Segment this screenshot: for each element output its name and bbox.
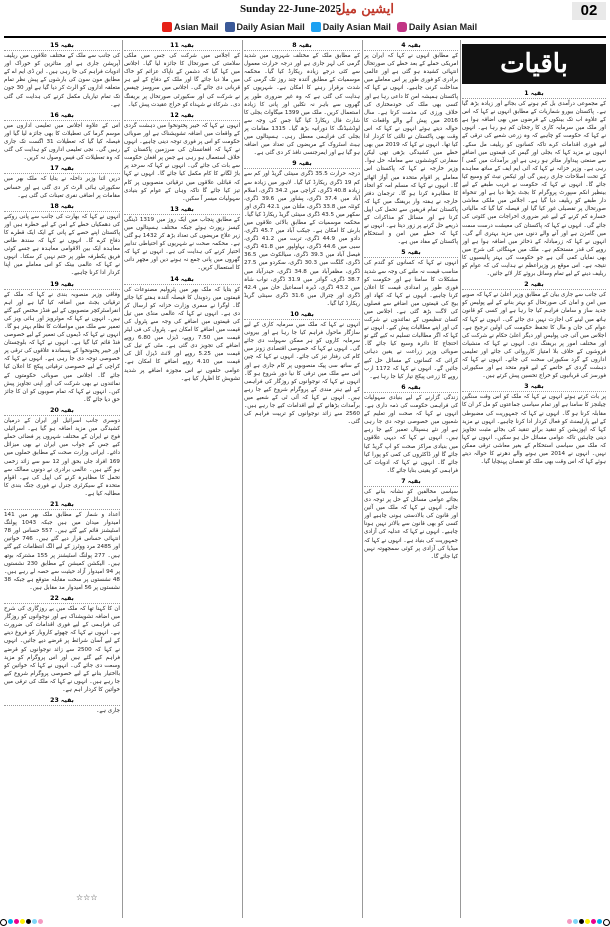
article-continuation-heading: بقیہ 20 — [4, 407, 120, 416]
column-divider — [362, 40, 363, 918]
social-twitter[interactable] — [311, 22, 391, 32]
article-continuation-heading: بقیہ 21 — [4, 501, 120, 510]
color-registration-left — [0, 919, 43, 926]
continuation-article — [462, 281, 606, 380]
social-instagram[interactable] — [397, 22, 477, 32]
continuation-article — [364, 384, 458, 475]
masthead-logo: ایشین میل — [336, 2, 394, 17]
article-continuation-heading: بقیہ 16 — [4, 112, 120, 121]
social-label: Asian Mail — [174, 22, 219, 32]
continuation-article — [4, 165, 120, 199]
article-continuation-heading: بقیہ 13 — [124, 206, 240, 215]
continuation-article — [364, 249, 458, 381]
article-body-text: انہوں نے کہا کہ ملک میں سرمایہ کاری کے لیے سازگار ماحول فراہم کیا جا رہا ہے اور بیرونی سرمایہ کاروں کو ہر ممکن سہولت دی جائے گی۔ انہوں نے کہا کہ خصوصی اقتصادی زونز میں کام کی رفتار تیز کی جائے۔ انہوں نے کہا کہ چین کے ساتھ سی پیک منصوبوں پر کام جاری ہے اور اس سے ملک میں ترقی کا نیا دور شروع ہو گا۔ انہوں نے کہا کہ نوجوانوں کو روزگار کی فراہمی کے لیے ہنر مندی کے پروگرام شروع کیے جا رہے ہیں۔ انہوں نے کہا کہ آئی ٹی کے شعبے میں برآمدات بڑھانے کے لیے اقدامات کیے جا رہے ہیں۔ 2560 سے زائد نوجوانوں کو تربیت فراہم کی گئی۔ — [244, 322, 360, 426]
header-rule — [4, 36, 606, 38]
article-continuation-heading: بقیہ 14 — [124, 276, 240, 285]
article-body-text: درجہ حرارت 35.5 ڈگری سینٹی گریڈ اور کم سے کم 19 ڈگری ریکارڈ کیا گیا۔ لاہور میں زیادہ سے زیادہ 40.8 ڈگری، کراچی میں 34.2 ڈگری، اسلام آباد میں 37.4 ڈگری، پشاور میں 39.6 ڈگری، کوئٹہ میں 33.8 ڈگری، ملتان میں 42.1 ڈگری اور سکھر میں 43.5 ڈگری سینٹی گریڈ ریکارڈ کیا گیا۔ محکمہ موسمیات کے مطابق بالائی علاقوں میں بارش کا امکان ہے۔ جیکب آباد میں 45.7 ڈگری، دادو میں 44.9 ڈگری، تربت میں 41.2 ڈگری، سبی میں 44.6 ڈگری، بہاولپور میں 41.8 ڈگری، فیصل آباد میں 39.3 ڈگری، سیالکوٹ میں 36.5 ڈگری، گلگت میں 30.3 ڈگری، سکردو میں 27.5 ڈگری، مظفرآباد میں 34.8 ڈگری، حیدرآباد میں 38.7 ڈگری، گوادر میں 31.9 ڈگری، نواب شاہ میں 43.2 ڈگری، ڈیرہ اسماعیل خان میں 42.4 ڈگری اور چترال میں 31.6 ڈگری سینٹی گریڈ ریکارڈ کیا گیا۔ — [244, 171, 360, 307]
column-1 — [4, 40, 120, 918]
section-banner: باقیات — [462, 44, 606, 84]
article-continuation-heading: بقیہ 7 — [364, 478, 458, 487]
color-registration-right — [567, 919, 610, 926]
registration-mark-icon — [603, 919, 610, 926]
publication-date: Sunday 22-June-2025 — [240, 3, 342, 15]
article-continuation-heading: بقیہ 1 — [462, 90, 606, 99]
article-body-text: پر بات کرتے ہوئے انہوں نے کہا کہ ملک کو اس وقت سنگین چیلنجز کا سامنا ہے اور تمام سیاسی جماعتوں کو مل کر ان کا مقابلہ کرنا ہو گا۔ انہوں نے کہا کہ جمہوریت کی مضبوطی کے لیے پارلیمنٹ کو فعال کردار ادا کرنا چاہیے۔ انہوں نے مزید کہا کہ اپوزیشن کو تنقید برائے تنقید کی بجائے مثبت تجاویز دینی چاہئیں تاکہ عوامی مسائل حل ہو سکیں۔ انہوں نے کہا کہ ملک میں سیاسی استحکام کے بغیر معاشی ترقی ممکن نہیں۔ انہوں نے 2014 میں ہونے والے دھرنے کا حوالہ دیتے ہوئے کہا کہ اس وقت بھی ملک کو نقصان پہنچایا گیا۔ — [462, 394, 606, 466]
continuation-article — [244, 311, 360, 426]
page-header — [0, 0, 610, 44]
article-body-text: انہوں نے کہا کہ خیبر پختونخوا میں دہشت گردی کے واقعات میں اضافہ تشویشناک ہے اور صوبائی حکومت کو اس پر فوری توجہ دینی چاہیے۔ انہوں نے کہا کہ افغانستان کی سرزمین پاکستان کے خلاف استعمال ہو رہی ہے جس پر افغان حکومت سے بات کی جائے گی۔ انہوں نے کہا کہ سرحد پر باڑ لگانے کا کام مکمل کیا جائے گا۔ انہوں نے کہا کہ قبائلی علاقوں میں ترقیاتی منصوبوں پر کام تیز کیا جائے گا تاکہ وہاں کے عوام کو بنیادی سہولیات میسر آ سکیں۔ — [124, 122, 240, 202]
twitter-icon — [311, 22, 321, 32]
article-body-text: زندگی گزارنے کے لیے بنیادی سہولیات کی فراہمی حکومت کی ذمہ داری ہے۔ انہوں نے کہا کہ صحت اور تعلیم کے شعبوں میں خصوصی توجہ دی جا رہی ہے اور نئے ہسپتال تعمیر کیے جا رہے ہیں۔ انہوں نے کہا کہ دیہی علاقوں میں بنیادی مراکز صحت کو اپ گریڈ کیا جائے گا اور ڈاکٹروں کی کمی کو پورا کیا جائے گا۔ انہوں نے کہا کہ ادویات کی فراہمی کو یقینی بنایا جائے گا۔ — [364, 394, 458, 474]
article-continuation-heading: بقیہ 10 — [244, 311, 360, 320]
article-body-text: ان کا کہنا تھا کہ ملک میں بے روزگاری کی شرح میں اضافہ تشویشناک ہے اور نوجوانوں کو روزگار کی فراہمی کے لیے فوری اقدامات کی ضرورت ہے۔ انہوں نے کہا کہ چھوٹے کاروبار کو فروغ دینے کے لیے آسان شرائط پر قرضے دیے جائیں۔ انہوں نے کہا کہ 2500 سے زائد نوجوانوں کو قرضے فراہم کیے گئے ہیں اور اس پروگرام کو مزید وسعت دی جائے گی۔ انہوں نے کہا کہ خواتین کو بااختیار بنانے کے لیے خصوصی پروگرام شروع کیے جا رہے ہیں۔ انہوں نے کہا کہ ملک کی ترقی میں خواتین کا کردار اہم ہے۔ — [4, 606, 120, 694]
continuation-article — [4, 281, 120, 404]
article-continuation-heading: بقیہ 9 — [244, 160, 360, 169]
social-label: Daily Asian Mail — [322, 22, 391, 32]
article-continuation-heading: بقیہ 4 — [364, 42, 458, 51]
continuation-article — [124, 42, 240, 109]
article-body-text: جاری ہے۔ — [96, 708, 120, 715]
social-label: Daily Asian Mail — [236, 22, 305, 32]
continuation-article — [462, 383, 606, 466]
social-facebook[interactable] — [225, 22, 305, 32]
registration-mark-icon — [0, 919, 7, 926]
continuation-article — [4, 112, 120, 163]
continuation-article — [244, 42, 360, 157]
continuation-article — [4, 697, 120, 715]
continuation-article — [244, 160, 360, 308]
column-5-body — [462, 88, 606, 918]
social-bar — [162, 20, 497, 34]
article-body-text: کے اجلاس میں شرکت کی جس میں ملکی سلامتی کی صورتحال کا جائزہ لیا گیا۔ اجلاس میں کہا گیا کہ دشمن کے ناپاک عزائم کو خاک میں ملا دیا جائے گا اور ملک کے دفاع کے لیے ہر قربانی دی جائے گی۔ اجلاس میں سروسز چیفس نے شرکت کی اور سکیورٹی صورتحال پر بریفنگ دی۔ شرکاء نے شہداء کو خراج عقیدت پیش کیا۔ — [124, 53, 240, 108]
article-continuation-heading: بقیہ 8 — [244, 42, 360, 51]
article-continuation-heading: بقیہ 15 — [4, 42, 120, 51]
article-body-text: اعداد و شمار کے مطابق ملک بھر میں 141 امیدوار میدان میں ہیں جبکہ 1043 پولنگ اسٹیشنز قائم کیے گئے ہیں۔ 557 حساس اور 78 انتہائی حساس قرار دیے گئے ہیں۔ 746 خواتین اور 2485 مرد ووٹرز کے لیے الگ انتظامات کیے گئے ہیں۔ 277 پولنگ اسٹیشنز پر 155 مشترکہ بوتھ ہیں۔ الیکشن کمیشن کے مطابق 230 نشستوں پر 94 امیدوار آزاد حیثیت سے حصہ لے رہے ہیں۔ 48 نشستوں پر سخت مقابلہ متوقع ہے جبکہ 38 نشستوں پر 56 امیدوار مد مقابل ہیں۔ — [4, 512, 120, 591]
column-3 — [244, 40, 360, 918]
article-body-text: انہوں نے کہا کہ بھارت کی جانب سے پانی روکنے کی دھمکیاں خطے کے امن کے لیے خطرہ ہیں اور پاکستان اپنے حصے کے پانی کے ایک ایک قطرے کا دفاع کرے گا۔ انہوں نے کہا کہ سندھ طاس معاہدہ ایک بین الاقوامی معاہدہ ہے جسے کوئی فریق یکطرفہ طور پر ختم نہیں کر سکتا۔ انہوں نے کہا کہ عالمی بینک کو اس معاملے میں اپنا کردار ادا کرنا چاہیے۔ — [4, 213, 120, 277]
article-body-text: کی جانب سے ملک کے مختلف علاقوں میں ریلیف آپریشن جاری ہے اور متاثرین کو خوراک اور ادویات فراہم کی جا رہی ہیں۔ این ڈی ایم اے کے مطابق مون سون کی بارشوں کے پیش نظر تمام متعلقہ اداروں کو الرٹ کر دیا گیا ہے اور 30 جون تک تمام تیاریاں مکمل کرنے کی ہدایت کی گئی ہے۔ — [4, 53, 120, 108]
article-continuation-heading: بقیہ 19 — [4, 281, 120, 290]
article-continuation-heading: بقیہ 23 — [4, 697, 120, 706]
article-body-text: اس کے علاوہ اجلاس میں تعلیمی اداروں میں موسم گرما کی تعطیلات کا بھی جائزہ لیا گیا اور فیصلہ کیا گیا کہ تعطیلات 31 اگست تک جاری رہیں گی۔ نجی تعلیمی اداروں کو ہدایت کی گئی کہ وہ تعطیلات کی فیس وصول نہ کریں۔ — [4, 122, 120, 162]
continuation-article — [364, 42, 458, 246]
facebook-icon — [225, 22, 235, 32]
article-continuation-heading: بقیہ 18 — [4, 203, 120, 212]
column-5 — [462, 40, 606, 918]
instagram-icon — [397, 22, 407, 32]
end-ornament: ☆☆☆ — [76, 893, 98, 902]
article-continuation-heading: بقیہ 17 — [4, 165, 120, 174]
page-number: 02 — [572, 2, 606, 20]
continuation-article — [124, 206, 240, 273]
article-continuation-heading: بقیہ 6 — [364, 384, 458, 393]
article-continuation-heading: بقیہ 12 — [124, 112, 240, 121]
column-2 — [124, 40, 240, 918]
article-continuation-heading: بقیہ 3 — [462, 383, 606, 392]
article-body-text: کو بتایا کہ ملک بھر میں پٹرولیم مصنوعات کی قیمتوں میں ردوبدل کا فیصلہ آئندہ ہفتے کیا جائے گا۔ اوگرا نے سمری وزارت خزانہ کو ارسال کر دی ہے۔ انہوں نے کہا کہ عالمی منڈی میں تیل کی قیمتوں میں اضافے کی وجہ سے پٹرول کی قیمت میں اضافے کا امکان ہے۔ پٹرول کی فی لیٹر قیمت میں 7.50 روپے، ڈیزل میں 6.80 روپے اضافے کی تجویز دی گئی ہے۔ مٹی کے تیل کی قیمت میں 5.25 روپے اور لائٹ ڈیزل آئل کی قیمت میں 4.10 روپے اضافے کا امکان ہے۔ عوامی حلقوں نے اس مجوزہ اضافے پر شدید تشویش کا اظہار کیا ہے۔ — [124, 286, 240, 382]
article-body-text: دوسری جانب اسرائیل اور ایران کے درمیان کشیدگی میں مزید اضافہ ہو گیا ہے۔ اسرائیلی فوج نے ایران کے مختلف شہروں پر فضائی حملے کیے جس کے جواب میں ایران نے بھی میزائل داغے۔ ایرانی وزارت صحت کے مطابق حملوں میں 169 افراد جاں بحق اور 12 سو سے زائد زخمی ہو گئے ہیں۔ عالمی برادری نے دونوں ممالک سے تحمل کا مظاہرہ کرنے کی اپیل کی ہے۔ اقوام متحدہ کے سیکرٹری جنرل نے فوری جنگ بندی کا مطالبہ کیا ہے۔ — [4, 418, 120, 497]
article-body-text: کے مطابق پنجاب میں ایک روز میں 1319 ڈینگی کیسز رپورٹ ہوئے جبکہ مختلف ہسپتالوں میں زیر علاج مریضوں کی تعداد بڑھ کر 1432 ہو گئی ہے۔ محکمہ صحت نے شہریوں کو احتیاطی تدابیر اختیار کرنے کی ہدایت کی ہے۔ انہوں نے کہا کہ گھروں میں پانی جمع نہ ہونے دیں اور مچھر دانی کا استعمال کریں۔ — [124, 216, 240, 272]
article-body-text: کے مطابق انہوں نے کہا کہ ایران پر امریکی حملے کے بعد خطے کی صورتحال انتہائی کشیدہ ہو گئی ہے اور عالمی برادری کو فوری طور پر اس معاملے میں مداخلت کرنی چاہیے۔ انہوں نے کہا کہ پاکستان ہمیشہ امن کا داعی رہا ہے اور کسی بھی ملک کی خودمختاری کی خلاف ورزی کی مذمت کرتا ہے۔ سال 2016 میں پیش آنے والے واقعات کا حوالہ دیتے ہوئے انہوں نے کہا کہ اس وقت بھی پاکستان نے ثالثی کا کردار ادا کیا تھا۔ انہوں نے کہا کہ 2019 میں بھی خطے میں کشیدگی بڑھی تھی لیکن سفارتی کوششوں سے معاملہ حل ہوا۔ وزیر خارجہ نے کہا کہ پاکستان اس معاملے پر اقوام متحدہ میں آواز اٹھائے گا۔ انہوں نے کہا کہ مسلم امہ کو اتحاد کا مظاہرہ کرنا ہو گا۔ ترجمان دفتر خارجہ نے ہفتہ وار بریفنگ میں کہا کہ پاکستان تمام فریقین سے تحمل کی اپیل کرتا ہے اور مسائل کو مذاکرات کے ذریعے حل کرنے پر زور دیتا ہے۔ انہوں نے کہا کہ خطے میں امن و استحکام پاکستان کے مفاد میں ہے۔ — [364, 53, 458, 246]
article-body-text: کی جانب سے جاری بیان کے مطابق وزیر اعلیٰ نے کہا کہ صوبے میں امن و امان کی صورتحال کو بہتر بنانے کے لیے پولیس کو جدید ساز و سامان فراہم کیا جا رہا ہے اور کسی کو قانون ہاتھ میں لینے کی اجازت نہیں دی جائے گی۔ انہوں نے کہا کہ عوام کی جان و مال کا تحفظ حکومت کی اولین ترجیح ہے۔ اجلاس میں آئی جی پولیس اور دیگر اعلیٰ حکام نے شرکت کی اور مختلف امور پر بریفنگ دی۔ انہوں نے کہا کہ منشیات فروشوں کے خلاف بلا امتیاز کارروائی کی جائے اور تعلیمی اداروں کے گرد سکیورٹی سخت کی جائے۔ انہوں نے کہا کہ دہشت گردی کے خاتمے کے لیے قوم متحد ہے اور سکیورٹی فورسز کی قربانیوں کو خراج تحسین پیش کرتے ہیں۔ — [462, 292, 606, 380]
column-divider — [122, 40, 123, 918]
column-divider — [460, 40, 461, 918]
article-continuation-heading: بقیہ 2 — [462, 281, 606, 290]
continuation-article — [4, 203, 120, 278]
continuation-article — [364, 478, 458, 561]
newspaper-page — [4, 40, 606, 918]
continuation-article — [124, 112, 240, 203]
continuation-article — [4, 42, 120, 109]
continuation-article — [4, 407, 120, 498]
continuation-article — [462, 90, 606, 278]
article-body-text: وفاقی وزیر منصوبہ بندی نے کہا کہ ملک کے ترقیاتی بجٹ میں اضافہ کیا گیا ہے اور اہم انفراسٹرکچر منصوبوں کے لیے فنڈز مختص کیے گئے ہیں۔ انہوں نے کہا کہ موٹرویز اور ہائی ویز کی تعمیر سے ملک میں مواصلات کا نظام بہتر ہو گا۔ انہوں نے کہا کہ ڈیموں کی تعمیر کے لیے خصوصی فنڈ قائم کیا گیا ہے۔ انہوں نے کہا کہ بلوچستان اور خیبر پختونخوا کے پسماندہ علاقوں کی ترقی پر خصوصی توجہ دی جا رہی ہے۔ انہوں نے کہا کہ کراچی کے لیے خصوصی ترقیاتی پیکج کا اعلان کیا جائے گا۔ اجلاس میں صوبائی حکومتوں کے نمائندوں نے بھی شرکت کی اور اپنی تجاویز پیش کیں۔ انہوں نے کہا کہ تمام صوبوں کو ان کا جائز حق دیا جائے گا۔ — [4, 291, 120, 403]
continuation-article — [124, 276, 240, 383]
youtube-icon — [162, 22, 172, 32]
article-body-text: سیاسی مخالفین کو نشانہ بنانے کی بجائے عوامی مسائل کے حل پر توجہ دی جائے۔ انہوں نے کہا کہ ملک میں آئین اور قانون کی بالادستی ہونی چاہیے اور کسی کو بھی قانون سے بالاتر نہیں ہونا چاہیے۔ انہوں نے کہا کہ عدلیہ کی آزادی جمہوریت کی بنیاد ہے۔ انہوں نے کہا کہ میڈیا کی آزادی پر کوئی سمجھوتہ نہیں کیا جائے گا۔ — [364, 488, 458, 560]
social-youtube[interactable] — [162, 22, 219, 32]
article-continuation-heading: بقیہ 22 — [4, 595, 120, 604]
column-divider — [242, 40, 243, 918]
article-body-text: انہوں نے کہا کہ کسانوں کو گندم کی مناسب قیمت نہ ملنے کی وجہ سے شدید مشکلات کا سامنا ہے اور حکومت کو فوری طور پر امدادی قیمت کا اعلان کرنا چاہیے۔ انہوں نے کہا کہ کھاد اور بیج کی قیمتوں میں اضافے سے فصلوں کی لاگت بڑھ گئی ہے۔ اجلاس میں کسان تنظیموں کے نمائندوں نے شرکت کی اور اپنے مطالبات پیش کیے۔ انہوں نے کہا کہ اگر مطالبات تسلیم نہ کیے گئے تو احتجاج کا دائرہ وسیع کیا جائے گا۔ صوبائی وزیر زراعت نے یقین دہانی کرائی کہ کسانوں کے مسائل حل کیے جائیں گے۔ انہوں نے کہا کہ 1172 ارب روپے کا زرعی پیکج تیار کیا جا رہا ہے۔ — [364, 260, 458, 380]
article-body-text: کے مجموعی درآمدی بل کم ہونے کی بجائے اور زیادہ بڑھ گیا ہے۔ پاکستان بیورو شماریات کے مطابق انہوں نے کہا کہ اس کے علاوہ اب تک بینکوں کے قرضوں میں بھی اضافہ ہوا ہے اور ملک میں سرمایہ کاری کا رجحان کم ہو رہا ہے۔ انہوں نے کہا کہ حکومت کو چاہیے کہ وہ زرعی شعبے کی ترقی کے لیے فوری اقدامات کرے تاکہ کسانوں کو ریلیف مل سکے۔ انہوں نے مزید کہا کہ بجلی اور گیس کی قیمتوں میں اضافے سے صنعتی پیداوار متاثر ہو رہی ہے اور برآمدات میں کمی آ رہی ہے۔ وزیر خزانہ نے کہا کہ آئی ایم ایف کے ساتھ معاہدے کے تحت اصلاحات جاری رہیں گی اور ٹیکس نیٹ کو وسیع کیا جائے گا۔ انہوں نے کہا کہ حکومت نے غریب طبقے کے لیے بینظیر انکم سپورٹ پروگرام کا بجٹ بڑھا دیا ہے اور تنخواہ دار طبقے کو ریلیف دیا گیا ہے۔ اجلاس میں ملکی معاشی صورتحال پر تفصیلی غور کیا گیا اور فیصلہ کیا گیا کہ مالیاتی خسارہ کم کرنے کے لیے غیر ضروری اخراجات میں کٹوتی کی جائے گی۔ انہوں نے کہا کہ پاکستان کی معیشت درست سمت میں گامزن ہے اور آنے والے دنوں میں مزید بہتری آئے گی۔ انہوں نے کہا کہ زرمبادلہ کے ذخائر میں اضافہ ہوا ہے اور روپے کی قدر مستحکم ہے۔ ملک میں مہنگائی کی شرح میں بھی نمایاں کمی آئی ہے جو حکومت کی بہتر پالیسیوں کا نتیجہ ہے۔ اس موقع پر وزیراعظم نے ہدایت کی کہ عوام کو ریلیف دینے کے لیے تمام وسائل بروئے کار لائے جائیں۔ — [462, 101, 606, 278]
social-label: Daily Asian Mail — [408, 22, 478, 32]
article-body-text: دریں اثنا وزیر داخلہ نے بتایا کہ ملک بھر میں سکیورٹی ہائی الرٹ کر دی گئی ہے اور حساس مقامات پر اضافی نفری تعینات کی گئی ہے۔ — [4, 176, 120, 199]
column-4 — [364, 40, 458, 918]
continuation-article — [4, 501, 120, 592]
article-continuation-heading: بقیہ 5 — [364, 249, 458, 258]
article-body-text: کے مطابق ملک کے مختلف شہروں میں شدید گرمی کی لہر جاری ہے اور درجہ حرارت معمول سے کئی درجے زیادہ ریکارڈ کیا گیا۔ محکمہ موسمیات کے مطابق آئندہ چند روز تک گرمی کی شدت برقرار رہنے کا امکان ہے۔ شہریوں کو ہدایت کی گئی ہے کہ وہ غیر ضروری طور پر گھروں سے باہر نہ نکلیں اور پانی کا زیادہ استعمال کریں۔ ملک میں 1399 میگاواٹ بجلی کا شارٹ فال ریکارڈ کیا گیا جس کی وجہ سے لوڈشیڈنگ کا دورانیہ بڑھ گیا۔ 1315 مقامات پر بجلی کی فراہمی معطل رہی۔ ہسپتالوں میں ہیٹ اسٹروک کے مریضوں کی تعداد میں اضافہ ہو گیا ہے اور ایمرجنسی نافذ کر دی گئی ہے۔ — [244, 53, 360, 157]
article-continuation-heading: بقیہ 11 — [124, 42, 240, 51]
print-registration-strip — [0, 918, 610, 927]
continuation-article — [4, 595, 120, 694]
